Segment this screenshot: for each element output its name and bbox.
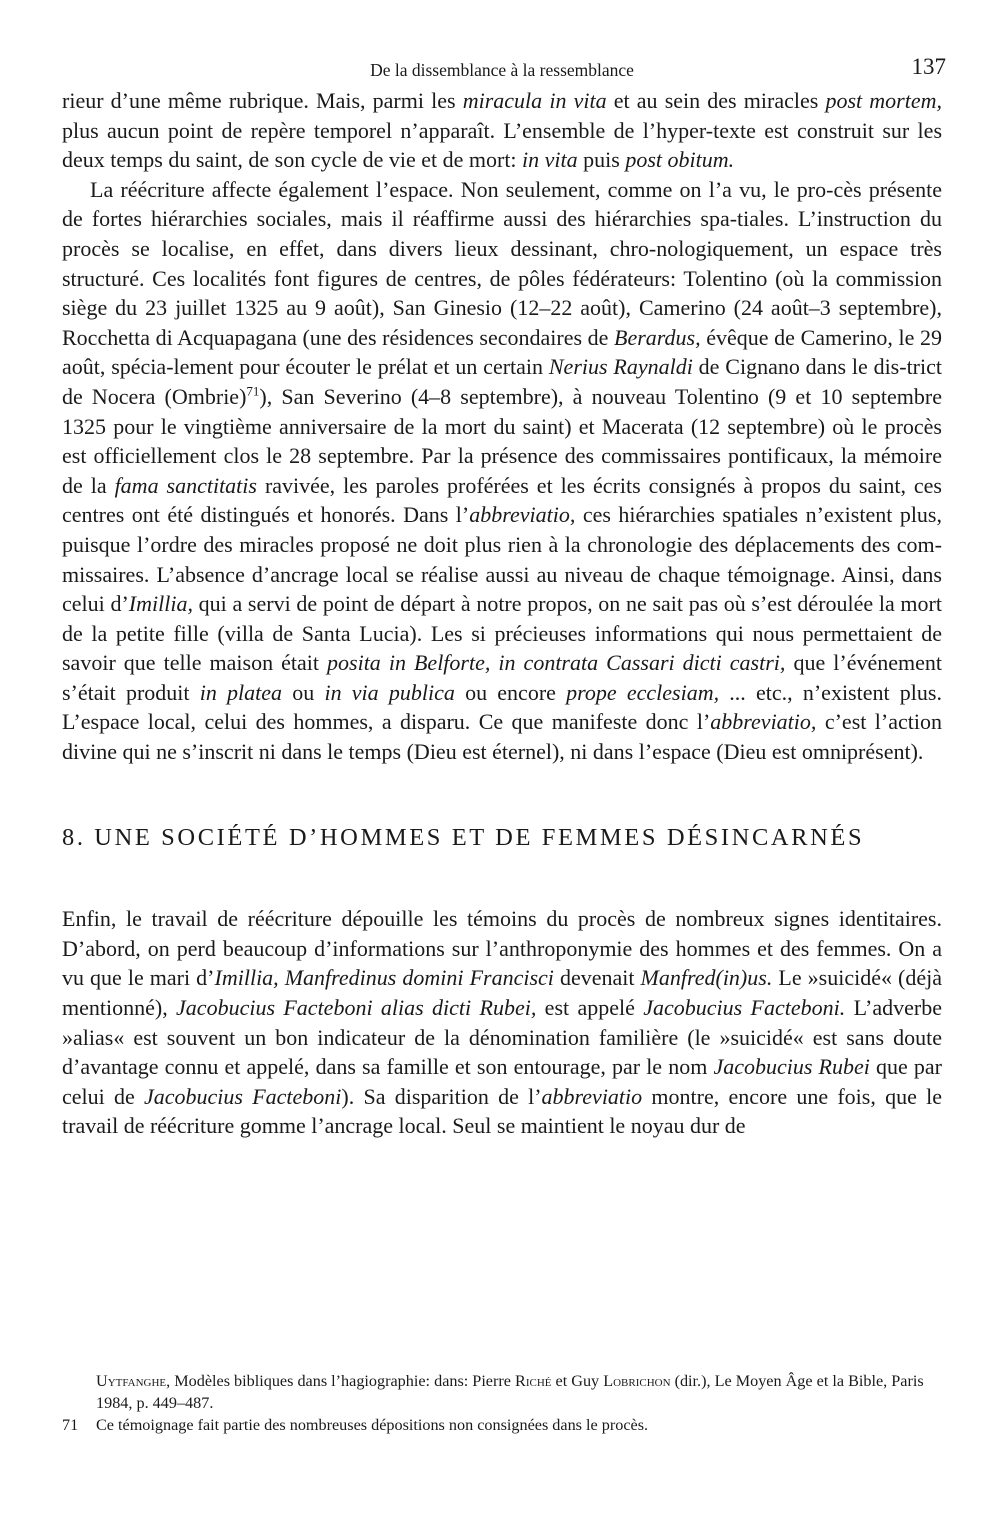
text-run: (dir.), Le Moyen Âge et la Bible, Paris 1984, p. 449–487. — [96, 1372, 924, 1412]
italic-text: Manfred(in)us. — [640, 965, 773, 991]
text-run: L’adverbe »alias« est souvent un bon indicateur de la dénomination familière (le »suicidé« est sans doute d’avantage connu et appelé, dans sa famille et son entourage, par le nom — [62, 995, 942, 1080]
text-run: ... etc., n’existent plus. L’espace local, celui des hommes, a disparu. Ce que manifeste donc l’ — [62, 679, 942, 735]
italic-text: abbreviatio, — [469, 502, 576, 528]
text-run: est appelé — [536, 995, 644, 1021]
italic-text: in vita — [522, 147, 578, 173]
footnote-list — [62, 1414, 942, 1436]
text-run: ou encore — [454, 679, 567, 705]
text-run: , Modèles bibliques dans l’hagiographie: dans: Pierre — [166, 1372, 516, 1390]
page — [62, 52, 946, 1141]
text-run: Le »suicidé« (déjà mentionné), — [62, 965, 942, 1021]
paragraphs — [62, 86, 942, 767]
text-run: que par celui de — [62, 1054, 942, 1109]
text-run: Enfin, le travail de réécriture dépouille les témoins du procès de nombreux signes identitaires. D’abord, on perd beaucoup d’informations sur l’anthroponymie des hommes et des femmes. On a vu que le mari d’ — [62, 906, 942, 991]
text-run: ou — [282, 679, 325, 705]
text-run: qui a servi de point de départ à notre propos, on ne sait pas où s’est déroulée la mort de la petite fille (villa de Santa Lucia). Les si précieuses informations qui nous permettaient de savoir que telle maison était — [62, 591, 942, 676]
text-run: ces hiérarchies spatiales n’existent plus, puisque l’ordre des miracles proposé ne doit plus rien à la chronologie des déplacements des com-missaires. L’absence d’ancrage local se réalise aussi au niveau de chaque témoignage. Ainsi, dans celui d’ — [62, 502, 942, 617]
italic-text: Berardus, — [614, 324, 701, 350]
author-name: Lobrichon — [603, 1372, 671, 1390]
italic-text: Imillia, Manfredinus domini Francisci — [214, 965, 554, 991]
italic-text: Jacobucius Facteboni alias dicti Rubei, — [176, 995, 537, 1021]
italic-text: post obitum. — [625, 147, 735, 173]
text-run: puis — [577, 147, 626, 173]
paragraph — [62, 904, 942, 1141]
text-run: rieur d’une même rubrique. Mais, parmi les — [62, 88, 463, 113]
footnote-continuation — [62, 1370, 942, 1414]
footnote-reference: 71 — [246, 383, 260, 399]
section-paragraphs — [62, 904, 942, 1141]
text-run: que l’événement s’était produit — [62, 650, 942, 705]
italic-text: abbreviatio, — [710, 709, 817, 735]
section-heading: 8. UNE SOCIÉTÉ D’HOMMES ET DE FEMMES DÉSINCARNÉS — [62, 823, 865, 851]
footnotes — [62, 1370, 942, 1436]
italic-text: post mortem, — [825, 88, 942, 113]
italic-text: prope ecclesiam, — [566, 679, 720, 705]
author-name: Riché — [515, 1372, 552, 1390]
body-text — [62, 86, 942, 1141]
italic-text: abbreviatio — [541, 1083, 643, 1109]
text-run: et au sein des miracles — [606, 88, 826, 113]
italic-text: Jacobucius Facteboni. — [643, 995, 846, 1021]
page-number: 137 — [911, 54, 946, 79]
running-title: De la dissemblance à la ressemblance — [370, 60, 634, 80]
italic-text: miracula in vita — [462, 88, 607, 113]
text-run: plus aucun point de repère temporel n’apparaît. L’ensemble de l’hyper-texte est construit sur les deux temps du saint, de son cycle de vie et de mort: — [62, 117, 942, 173]
italic-text: Imillia, — [128, 591, 193, 617]
italic-text: fama sanctitatis — [114, 472, 257, 498]
paragraph — [62, 175, 942, 767]
text-run: évêque de Camerino, le 29 août, spécia-lement pour écouter le prélat et un certain — [62, 324, 942, 380]
text-run: ). Sa disparition de l’ — [341, 1083, 542, 1109]
author-name: Uytfanghe — [96, 1372, 167, 1390]
text-run: La réécriture affecte également l’espace. Non seulement, comme on l’a vu, le pro-cès présente de fortes hiérarchies sociales, mais il réaffirme aussi des hiérarchies spa-tiales. L’instruction du procès se localise, en effet, dans divers lieux dessinant, chro-nologiquement, un espace très structuré. Ces localités font figures de centres, de pôles fédérateurs: Tolentino (où la commission siège du 23 juillet 1325 au 9 août), San Ginesio (12–22 août), Camerino (24 août–3 septembre), Rocchetta di Acquapagana (une des résidences secondaires de — [62, 176, 942, 350]
italic-text: Jacobucius Facteboni — [144, 1083, 342, 1109]
running-head — [62, 52, 946, 86]
text-run: c’est l’action divine qui ne s’inscrit ni dans le temps (Dieu est éternel), ni dans l’espace (Dieu est omniprésent). — [62, 709, 942, 765]
italic-text: Nerius Raynaldi — [548, 354, 693, 380]
italic-text: in platea — [199, 679, 283, 705]
text-run: et Guy — [551, 1372, 604, 1390]
italic-text: in via publica — [324, 679, 455, 705]
italic-text: Jacobucius Rubei — [713, 1054, 870, 1080]
text-run: montre, encore une fois, que le travail de réécriture gomme l’ancrage local. Seul se maintient le noyau dur de — [62, 1083, 942, 1139]
text-run: ), San Severino (4–8 septembre), à nouveau Tolentino (9 et 10 septembre 1325 pour le vingtième anniversaire de la mort du saint) et Macerata (12 septembre) où le procès est officiellement clos le 28 septembre. Par la présence des commissaires pontificaux, la mémoire de la — [62, 383, 942, 498]
paragraph — [62, 86, 942, 175]
footnote-text: Ce témoignage fait partie des nombreuses dépositions non consignées dans le procès. — [96, 1416, 649, 1434]
text-run: ravivée, les paroles proférées et les écrits consignés à propos du saint, ces centres ont été distingués et honorés. Dans l’ — [62, 472, 942, 528]
text-run: devenait — [553, 965, 641, 991]
italic-text: posita in Belforte, in contrata Cassari dicti castri, — [327, 650, 786, 676]
footnote — [62, 1414, 942, 1436]
footnote-number: 71 — [62, 1416, 79, 1434]
text-run: de Cignano dans le dis-trict de Nocera (Ombrie) — [62, 354, 942, 409]
